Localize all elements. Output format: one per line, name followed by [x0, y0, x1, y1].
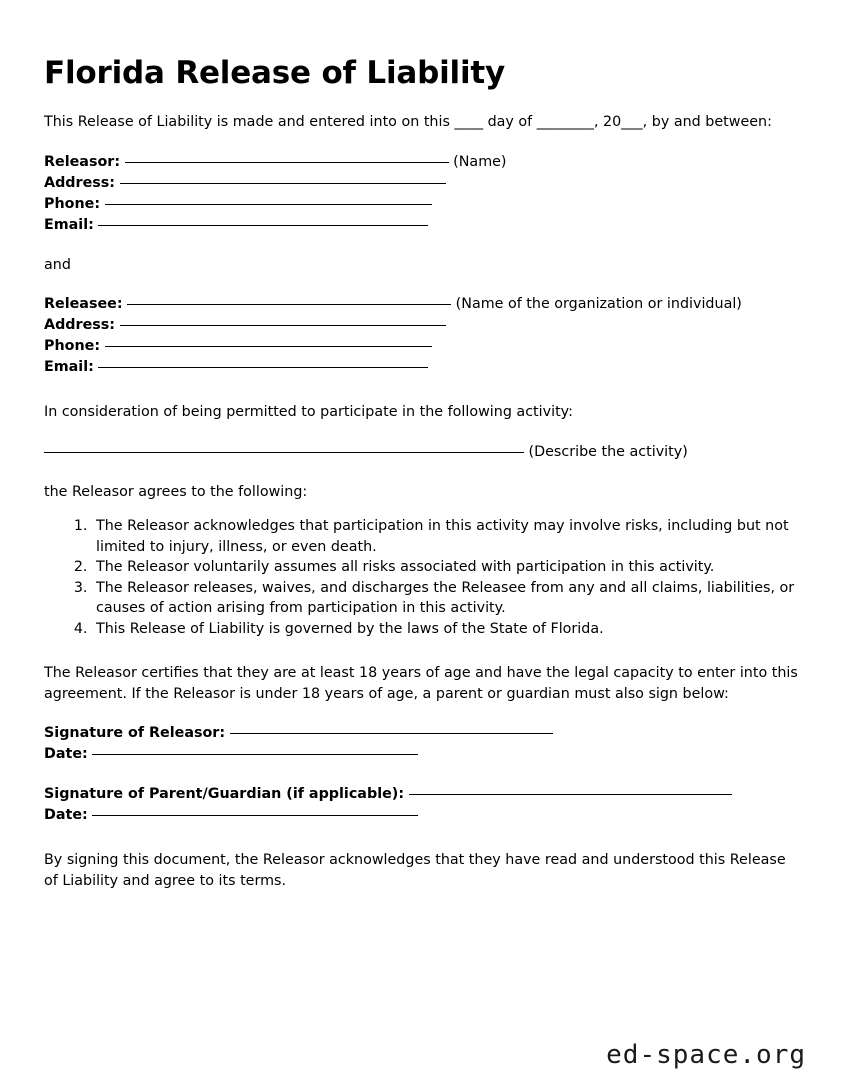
- releasor-phone-blank[interactable]: [105, 191, 432, 205]
- signature-guardian-date-row: [44, 805, 800, 826]
- signature-guardian-date-blank[interactable]: [92, 802, 418, 816]
- page-title: Florida Release of Liability: [44, 55, 506, 91]
- signature-guardian-block: [44, 784, 800, 826]
- signature-guardian-date-label: Date:: [44, 807, 88, 824]
- releasee-address-label: Address:: [44, 317, 116, 334]
- signature-releasor-blank[interactable]: [230, 720, 553, 734]
- releasee-name-note: (Name of the organization or individual): [455, 296, 742, 313]
- agrees-lead: the Releasor agrees to the following:: [44, 483, 308, 500]
- intro-paragraph: This Release of Liability is made and entered into on this ____ day of ________, 20___, by and between:: [44, 114, 772, 131]
- releasee-email-label: Email:: [44, 359, 94, 376]
- releasor-email-label: Email:: [44, 216, 94, 233]
- releasee-name-label: Releasee:: [44, 296, 123, 313]
- releasor-email-blank[interactable]: [98, 212, 428, 226]
- releasee-name-blank[interactable]: [127, 291, 451, 305]
- terms-list: [44, 516, 800, 639]
- activity-note: (Describe the activity): [528, 443, 688, 460]
- releasor-address-blank[interactable]: [120, 170, 446, 184]
- signature-guardian-label: Signature of Parent/Guardian (if applicable):: [44, 786, 405, 803]
- releasee-phone-label: Phone:: [44, 338, 101, 355]
- certification-paragraph: The Releasor certifies that they are at least 18 years of age and have the legal capacity to enter into this agreement. If the Releasor is under 18 years of age, a parent or guardian must also sign below:: [44, 665, 798, 702]
- signature-releasor-date-row: [44, 744, 800, 765]
- signature-releasor-block: [44, 723, 800, 765]
- activity-blank[interactable]: [44, 439, 524, 453]
- site-watermark: ed-space.org: [606, 1040, 806, 1070]
- signature-releasor-date-label: Date:: [44, 746, 88, 763]
- list-item: 2. The Releasor voluntarily assumes all risks associated with participation in this activity.: [92, 557, 800, 578]
- releasor-phone-label: Phone:: [44, 195, 101, 212]
- closing-paragraph: By signing this document, the Releasor acknowledges that they have read and understood this Release of Liability and agree to its terms.: [44, 852, 786, 889]
- signature-releasor-label: Signature of Releasor:: [44, 725, 226, 742]
- releasor-address-label: Address:: [44, 174, 116, 191]
- connector-and: and: [44, 256, 71, 273]
- signature-releasor-date-blank[interactable]: [92, 741, 418, 755]
- list-item: 1. The Releasor acknowledges that participation in this activity may involve risks, including but not limited to injury, illness, or even death.: [92, 516, 800, 557]
- list-item: 4. This Release of Liability is governed by the laws of the State of Florida.: [92, 619, 800, 640]
- releasee-phone-blank[interactable]: [105, 333, 432, 347]
- signature-guardian-blank[interactable]: [409, 781, 732, 795]
- releasor-block: [44, 152, 800, 236]
- releasee-email-row: [44, 357, 800, 378]
- consideration-paragraph: In consideration of being permitted to participate in the following activity:: [44, 404, 573, 421]
- releasor-name-label: Releasor:: [44, 153, 121, 170]
- releasor-name-note: (Name): [453, 153, 507, 170]
- list-item: 3. The Releasor releases, waives, and discharges the Releasee from any and all claims, liabilities, or causes of action arising from participation in this activity.: [92, 578, 800, 619]
- releasee-email-blank[interactable]: [98, 354, 428, 368]
- releasee-address-blank[interactable]: [120, 312, 446, 326]
- releasor-email-row: [44, 215, 800, 236]
- releasee-block: [44, 294, 800, 378]
- activity-row: [44, 442, 800, 463]
- releasor-name-blank[interactable]: [125, 149, 449, 163]
